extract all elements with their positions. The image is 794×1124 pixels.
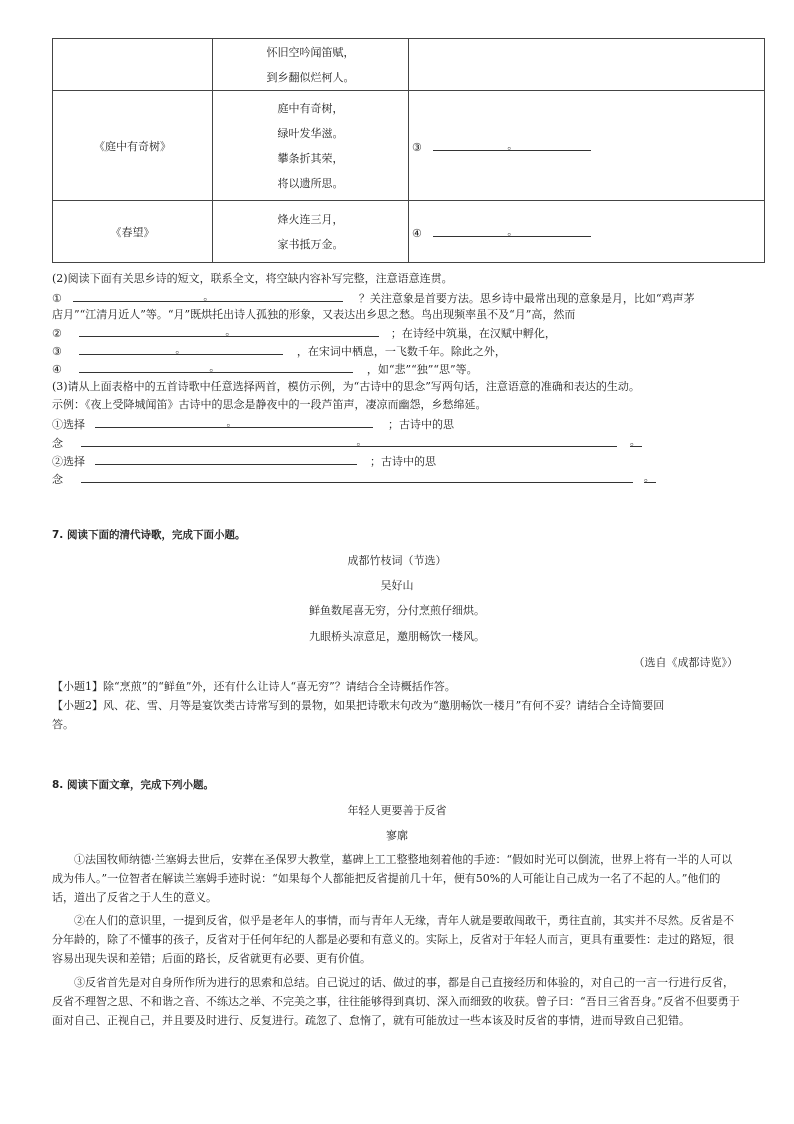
poem-line: 将以遗所思。 xyxy=(277,176,344,190)
answer-blank[interactable] xyxy=(95,452,357,465)
q2-text: ，在宋词中栖息，一飞数千年。除此之外， xyxy=(296,345,506,358)
poem-line: 绿叶发华滋。 xyxy=(277,126,344,140)
choice-tail: ；古诗中的思 xyxy=(388,418,454,431)
choice-tail: 念 xyxy=(52,473,63,486)
answer-cell xyxy=(409,91,765,201)
poem-lines-cell xyxy=(213,201,409,263)
answer-number: ③ xyxy=(412,140,422,154)
article-author: 寥廓 xyxy=(386,829,408,842)
poem-line: 烽火连三月， xyxy=(277,212,344,226)
poem-line: 鲜鱼数尾喜无穷，分付烹煎仔细烘。 xyxy=(309,604,485,617)
poem-title-cell: 《春望》 xyxy=(53,201,213,263)
poem-lines-cell xyxy=(213,91,409,201)
poem-title: 成都竹枝词（节选） xyxy=(347,554,447,567)
answer-blank[interactable] xyxy=(81,470,633,483)
answer-blank[interactable]: 。 xyxy=(81,434,617,447)
poem-title-cell xyxy=(53,39,213,91)
q2-intro: (2)阅读下面有关思乡诗的短文，联系全文，将空缺内容补写完整，注意语意连贯。 xyxy=(52,272,453,285)
q2-line-3 xyxy=(52,342,506,359)
q3-choice-1 xyxy=(52,415,454,432)
answer-blank[interactable]: 。 xyxy=(644,470,656,483)
answer-cell xyxy=(409,39,765,91)
article-title: 年轻人更要善于反省 xyxy=(347,804,447,817)
q2-line-1 xyxy=(52,289,695,306)
sub-question-1: 【小题1】除“烹煎”的“鲜鱼”外，还有什么让诗人“喜无穷”？请结合全诗概括作答。 xyxy=(52,680,456,693)
poem-line: 家书抵万金。 xyxy=(277,237,344,251)
blank-number: ② xyxy=(52,327,62,340)
blank-number: ③ xyxy=(52,345,62,358)
choice-tail: ；古诗中的思 xyxy=(370,455,436,468)
sub-question-2: 【小题2】风、花、雪、月等是宴饮类古诗常写到的景物，如果把诗歌末句改为“邀朋畅饮一楼月”有何不妥？请结合全诗简要回 xyxy=(52,699,665,712)
choice-label: ①选择 xyxy=(52,418,85,431)
q8-heading: 8. 阅读下面文章，完成下列小题。 xyxy=(52,779,214,791)
poem-line: 到乡翻似烂柯人。 xyxy=(266,70,355,84)
answer-blank[interactable]: 。 xyxy=(73,289,343,302)
table-row xyxy=(53,201,765,263)
q2-line-4 xyxy=(52,360,478,377)
answer-blank[interactable]: 。 xyxy=(433,138,591,151)
poem-table xyxy=(52,38,765,263)
answer-cell xyxy=(409,201,765,263)
q3-example: 示例：《夜上受降城闻笛》古诗中的思念是静夜中的一段芦笛声，凄凉而幽怨，乡愁绵延。 xyxy=(52,398,487,411)
blank-number: ④ xyxy=(52,363,62,376)
answer-blank[interactable]: 。 xyxy=(433,224,591,237)
answer-number: ④ xyxy=(412,226,422,240)
poem-line: 九眼桥头凉意足，邀朋畅饮一楼风。 xyxy=(309,630,485,643)
answer-blank[interactable]: 。 xyxy=(79,324,379,337)
choice-label: ②选择 xyxy=(52,455,85,468)
answer-blank[interactable]: 。 xyxy=(630,434,642,447)
q3-choice-1-nian xyxy=(52,434,642,451)
poem-line: 怀旧空吟闻笛赋， xyxy=(266,45,355,59)
sub-question-2-cont: 答。 xyxy=(52,718,74,731)
article-paragraph-1: ①法国牧师纳德·兰塞姆去世后，安葬在圣保罗大教堂，墓碑上工工整整地刻着他的手迹：“假如时光可以倒流，世界上将有一半的人可以成为伟人。”一位智者在解读兰塞姆手迹时说：“如果每个人都能把反省提前几十年，便有50%的人可能让自己成为一名了不起的人。”他们的话，道出了反省之于人生的意义。 xyxy=(52,853,733,904)
answer-blank[interactable]: 。 xyxy=(79,360,353,373)
poem-author: 吴好山 xyxy=(380,579,414,592)
poem-title-cell: 《庭中有奇树》 xyxy=(53,91,213,201)
q2-text: ？关注意象是首要方法。思乡诗中最常出现的意象是月，比如“鸡声茅 xyxy=(358,292,695,305)
q2-text: ；在诗经中筑巢，在汉赋中孵化， xyxy=(390,327,556,340)
table-row xyxy=(53,39,765,91)
choice-tail: 念 xyxy=(52,437,63,450)
q3-choice-2-nian xyxy=(52,470,656,487)
article-paragraph-3: ③反省首先是对自身所作所为进行的思索和总结。自己说过的话、做过的事，都是自己直接经历和体验的，对自己的一言一行进行反省，反省不理智之思、不和谐之音、不练达之举、不完美之事，往往能够得到真切、深入而细致的收获。曾子曰：“吾日三省吾身。”反省不但要勇于面对自己、正视自己，并且要及时进行、反复进行。疏忽了、怠惰了，就有可能放过一些本该及时反省的事情，进而导致自己犯错。 xyxy=(52,976,740,1027)
poem-line: 庭中有奇树， xyxy=(277,101,344,115)
q2-line-2 xyxy=(52,324,556,341)
answer-blank[interactable]: 。 xyxy=(95,415,373,428)
q3-choice-2 xyxy=(52,452,436,469)
q3-intro: (3)请从上面表格中的五首诗歌中任意选择两首，模仿示例，为“古诗中的思念”写两句话，注意语意的准确和表达的生动。 xyxy=(52,380,640,393)
table-row xyxy=(53,91,765,201)
poem-source: （选自《成都诗览》） xyxy=(633,656,738,669)
q2-text: ，如“悲”“独”“思”等。 xyxy=(366,363,478,376)
poem-line: 攀条折其荣， xyxy=(277,151,344,165)
article-paragraph-2: ②在人们的意识里，一提到反省，似乎是老年人的事情，而与青年人无缘，青年人就是要敢闯敢干，勇往直前，其实并不尽然。反省是不分年龄的，除了不懂事的孩子，反省对于任何年纪的人都是必要和有意义的。实际上，反省对于年轻人而言，更具有重要性：走过的路短，很容易出现失误和差错；后面的路长，反省就更有必要、更有价值。 xyxy=(52,914,734,965)
q2-text: 店月”“江清月近人”等。“月”既烘托出诗人孤独的形象，又表达出乡思之愁。鸟出现频率虽不及“月”高，然而 xyxy=(52,308,576,321)
poem-lines-cell xyxy=(213,39,409,91)
blank-number: ① xyxy=(52,292,62,305)
q7-heading: 7. 阅读下面的清代诗歌，完成下面小题。 xyxy=(52,529,246,541)
answer-blank[interactable]: 。 xyxy=(79,342,283,355)
